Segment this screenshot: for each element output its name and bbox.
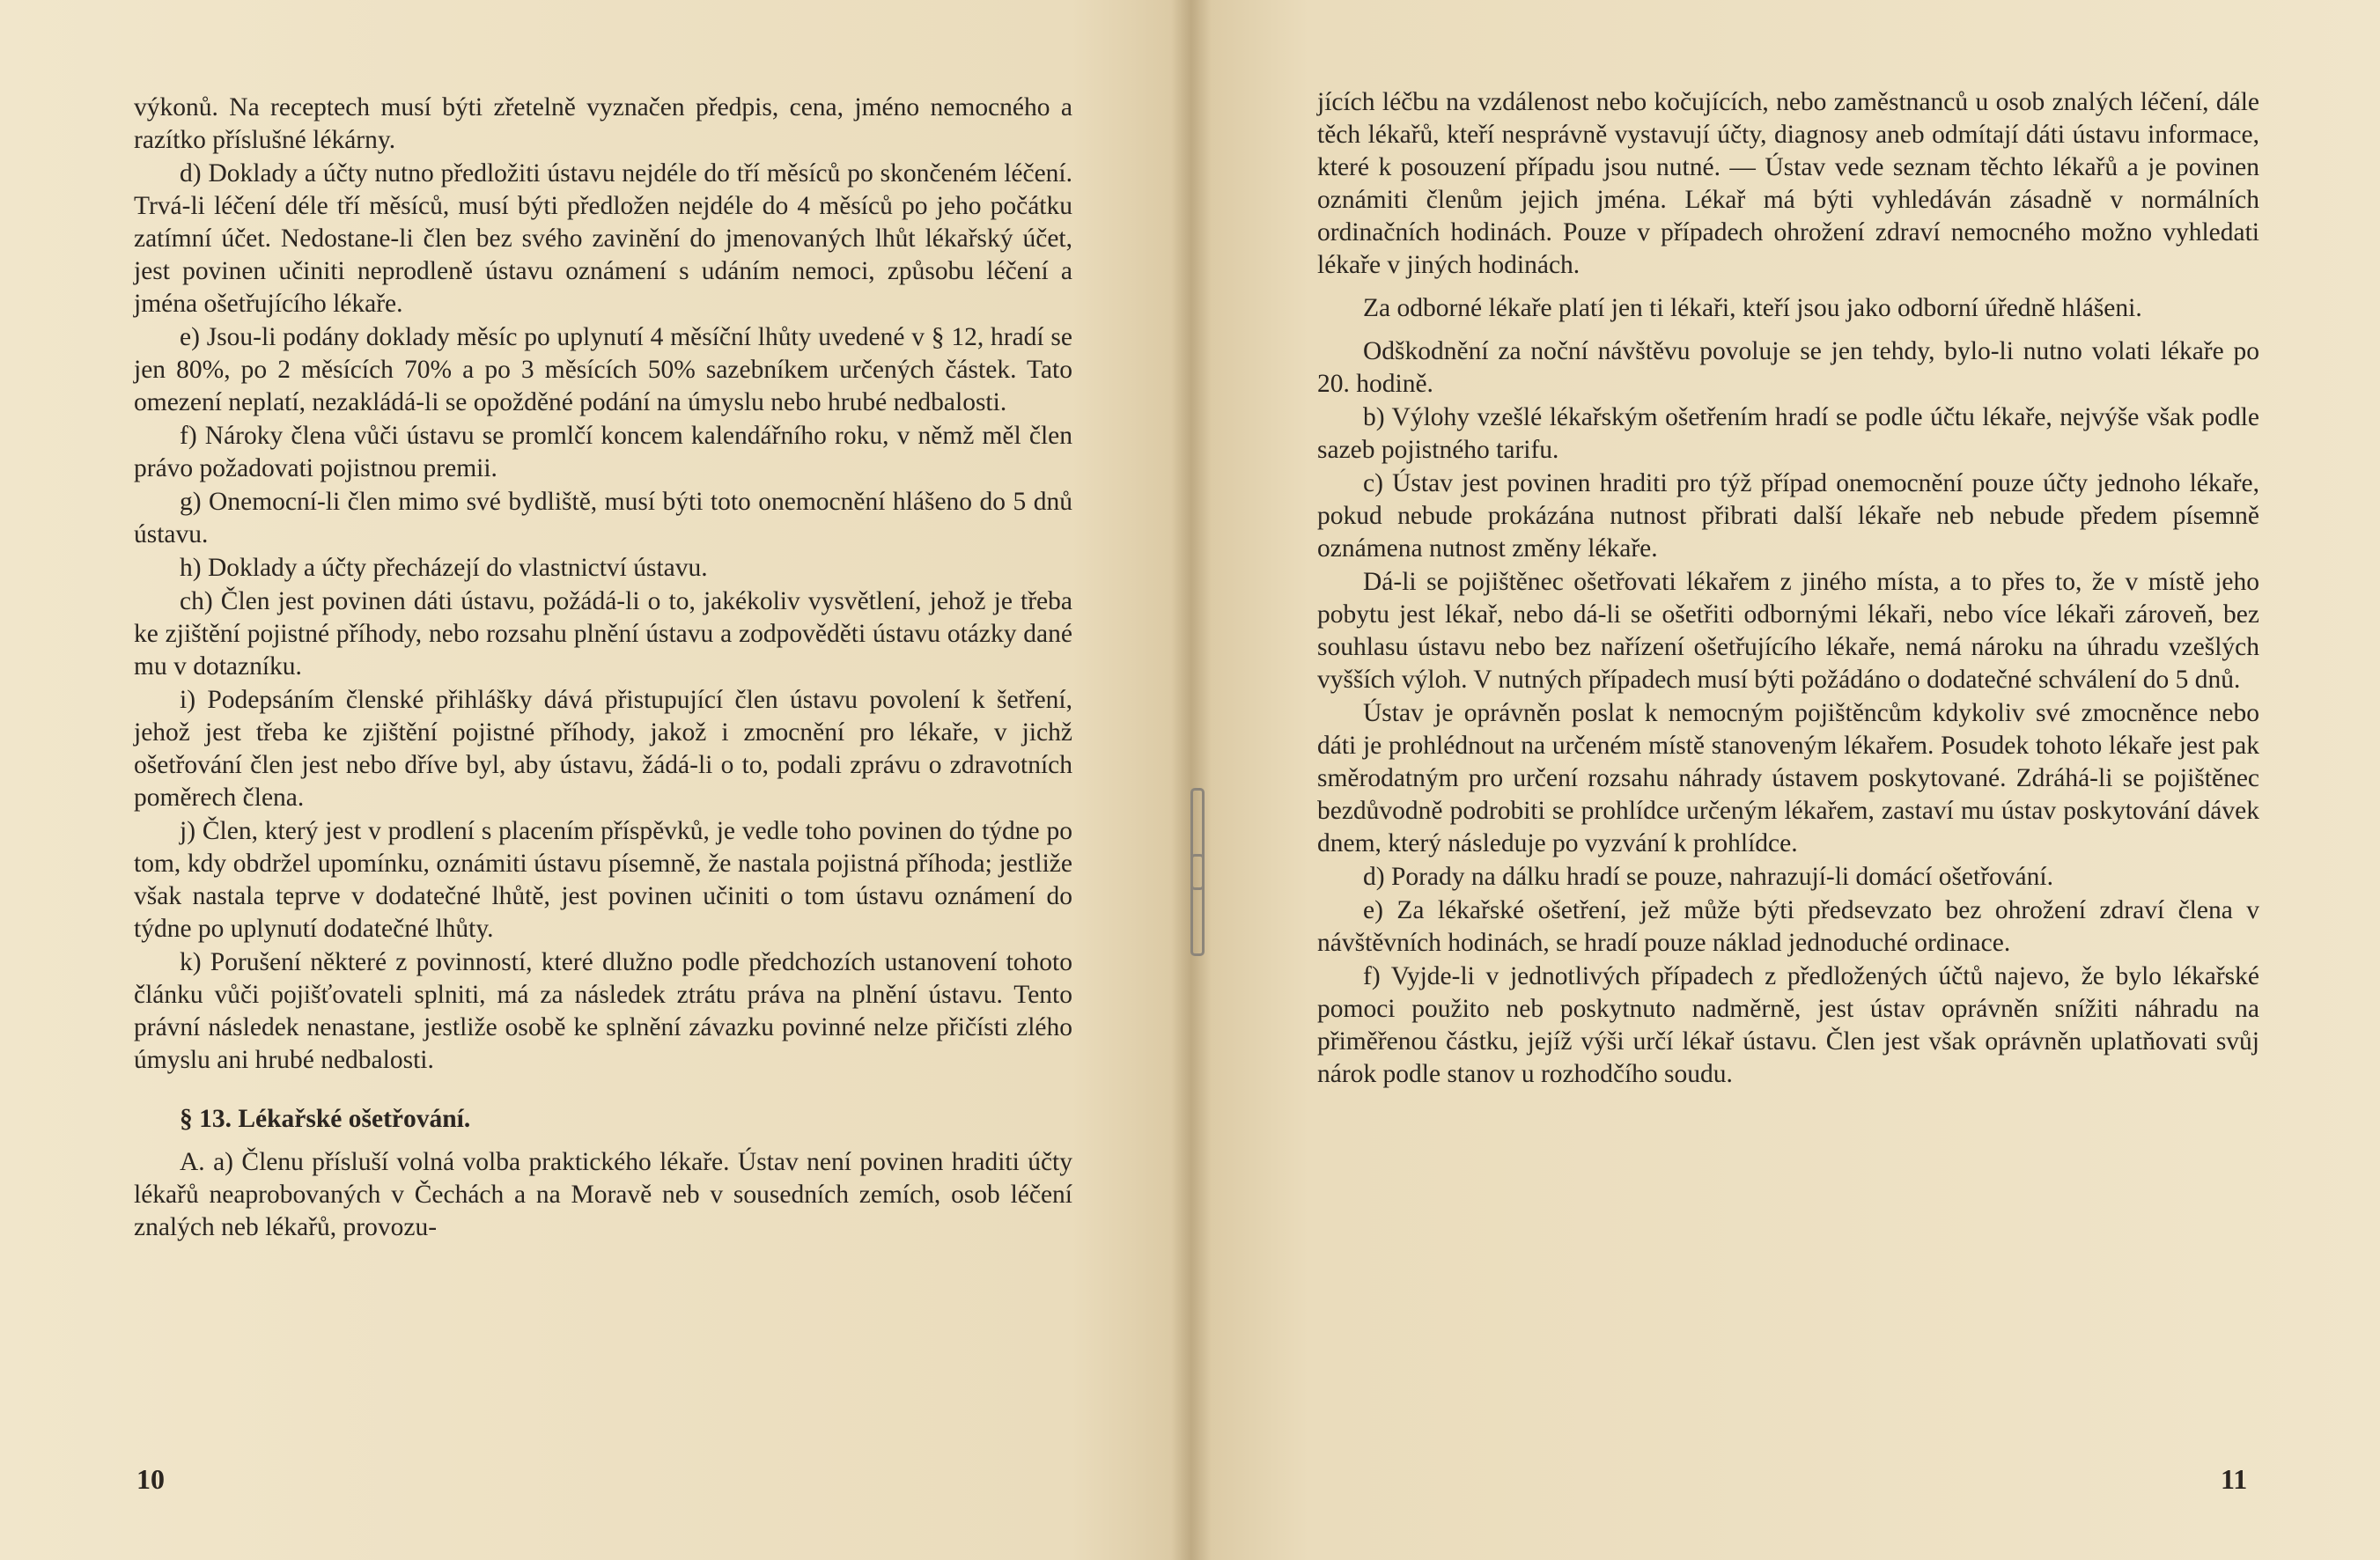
paragraph: výkonů. Na receptech musí býti zřetelně vyznačen předpis, cena, jméno nemocného a razítko příslušné lékárny.	[134, 93, 1072, 154]
paragraph: Za odborné lékaře platí jen ti lékaři, kteří jsou jako odborní úředně hlášeni.	[1363, 294, 2142, 322]
paragraph: A. a) Členu přísluší volná volba praktického lékaře. Ústav není povinen hraditi účty lékařů neaprobovaných v Čechách a na Moravě neb v sousedních zemích, osob léčení znalých neb lékařů, provozu-	[134, 1148, 1072, 1241]
right-page	[1190, 0, 2380, 1560]
paragraph: k) Porušení některé z povinností, které dlužno podle předchozích ustanovení tohoto článku vůči pojišťovateli splniti, má za následek ztrátu práva na plnění ústavu. Tento právní následek nenastane, jestliže osobě ke splnění závazku povinné nelze přičísti zlého úmyslu ani hrubé nedbalosti.	[134, 948, 1072, 1074]
paragraph: g) Onemocní-li člen mimo své bydliště, musí býti toto onemocnění hlášeno do 5 dnů ústavu.	[134, 488, 1072, 548]
paragraph: Dá-li se pojištěnec ošetřovati lékařem z jiného místa, a to přes to, že v místě jeho pobytu jest lékař, nebo dá-li se ošetřiti odbornými lékaři, nebo více lékaři zároveň, bez souhlasu ústavu nebo bez nařízení ošetřujícího lékaře, nemá nároku na úhradu vzešlých vyšších výloh. V nutných případech musí býti požádáno o dodatečné schválení do 5 dnů.	[1317, 568, 2259, 694]
paragraph: f) Nároky člena vůči ústavu se promlčí koncem kalendářního roku, v němž měl člen právo požadovati pojistnou premii.	[134, 422, 1072, 482]
left-page-text	[134, 92, 1072, 1244]
right-page-text	[1317, 86, 2259, 1091]
paragraph: e) Jsou-li podány doklady měsíc po uplynutí 4 měsíční lhůty uvedené v § 12, hradí se jen 80%, po 2 měsících 70% a po 3 měsících 50% sazebníkem určených částek. Tato omezení neplatí, nezakládá-li se opožděné podání na úmyslu nebo hrubé nedbalosti.	[134, 323, 1072, 416]
paragraph: d) Doklady a účty nutno předložiti ústavu nejdéle do tří měsíců po skončeném léčení. Trvá-li léčení déle tří měsíců, musí býti předložen nejdéle do 4 měsíců po jeho počátku zatímní účet. Nedostane-li člen bez svého zavinění do jmenovaných lhůt lékařský účet, jest povinen učiniti neprodleně ústavu oznámení s udáním nemoci, způsobu léčení a jména ošetřujícího lékaře.	[134, 159, 1072, 318]
paragraph: j) Člen, který jest v prodlení s placením příspěvků, je vedle toho povinen do týdne po tom, kdy obdržel upomínku, oznámiti ústavu písemně, že nastala pojistná příhoda; jestliže však nastala teprve v dodatečné lhůtě, jest povinen učiniti o tom ústavu oznámení do týdne po uplynutí dodatečné lhůty.	[134, 817, 1072, 943]
paragraph: i) Podepsáním členské přihlášky dává přistupující člen ústavu povolení k šetření, jehož jest třeba ke zjištění pojistné příhody, jakož i zmocnění pro lékaře, v jichž ošetřování člen jest nebo dříve byl, aby ústavu, žádá-li o to, podali zprávu o zdravotních poměrech člena.	[134, 686, 1072, 812]
paragraph: Ústav je oprávněn poslat k nemocným pojištěncům kdykoliv své zmocněnce nebo dáti je prohlédnout na určeném místě stanoveným lékařem. Posudek tohoto lékaře jest pak směrodatným pro určení rozsahu náhrady ústavem poskytované. Zdráhá-li se pojištěnec bezdůvodně podrobiti se prohlídce určeným lékařem, zastaví mu ústav poskytování dávek dnem, který následuje po vyzvání k prohlídce.	[1317, 699, 2259, 857]
paragraph: e) Za lékařské ošetření, jež může býti předsevzato bez ohrožení zdraví člena v návštěvních hodinách, se hradí pouze náklad jednoduché ordinace.	[1317, 896, 2259, 957]
paragraph: c) Ústav jest povinen hraditi pro týž případ onemocnění pouze účty jednoho lékaře, pokud nebude prokázána nutnost přibrati další lékaře neb nebude předem písemně oznámena nutnost změny lékaře.	[1317, 469, 2259, 563]
paragraph: h) Doklady a účty přecházejí do vlastnictví ústavu.	[180, 554, 708, 582]
paragraph: ch) Člen jest povinen dáti ústavu, požádá-li o to, jakékoliv vysvětlení, jehož je třeba ke zjištění pojistné příhody, nebo rozsahu plnění ústavu a zodpověděti ústavu otázky dané mu v dotazníku.	[134, 587, 1072, 681]
page-number-left: 10	[136, 1463, 165, 1495]
paragraph: f) Vyjde-li v jednotlivých případech z předložených účtů najevo, že bylo lékařské pomoci použito neb poskytnuto nadměrně, jest ústav oprávněn snížiti náhradu na přiměřenou částku, jejíž výši určí lékař ústavu. Člen jest však oprávněn uplatňovati svůj nárok podle stanov u rozhodčího soudu.	[1317, 962, 2259, 1088]
section-heading: § 13. Lékařské ošetřování.	[180, 1105, 471, 1133]
paragraph: jících léčbu na vzdálenost nebo kočujících, nebo zaměstnanců u osob znalých léčení, dále těch lékařů, kteří nesprávně vystavují účty, diagnosy aneb odmítají dáti ústavu informace, které k posouzení případu jsou nutné. — Ústav vede seznam těchto lékařů a je povinen oznámiti členům jejich jména. Lékař má býti vyhledáván zásadně v normálních ordinačních hodinách. Pouze v případech ohrožení zdraví nemocného možno vyhledati lékaře v jiných hodinách.	[1317, 88, 2259, 279]
paragraph: d) Porady na dálku hradí se pouze, nahrazují-li domácí ošetřování.	[1363, 863, 2053, 891]
page-number-right: 11	[2221, 1463, 2248, 1495]
paragraph: Odškodnění za noční návštěvu povoluje se jen tehdy, bylo-li nutno volati lékaře po 20. hodině.	[1317, 337, 2259, 398]
paragraph: b) Výlohy vzešlé lékařským ošetřením hradí se podle účtu lékaře, nejvýše však podle sazeb pojistného tarifu.	[1317, 403, 2259, 464]
